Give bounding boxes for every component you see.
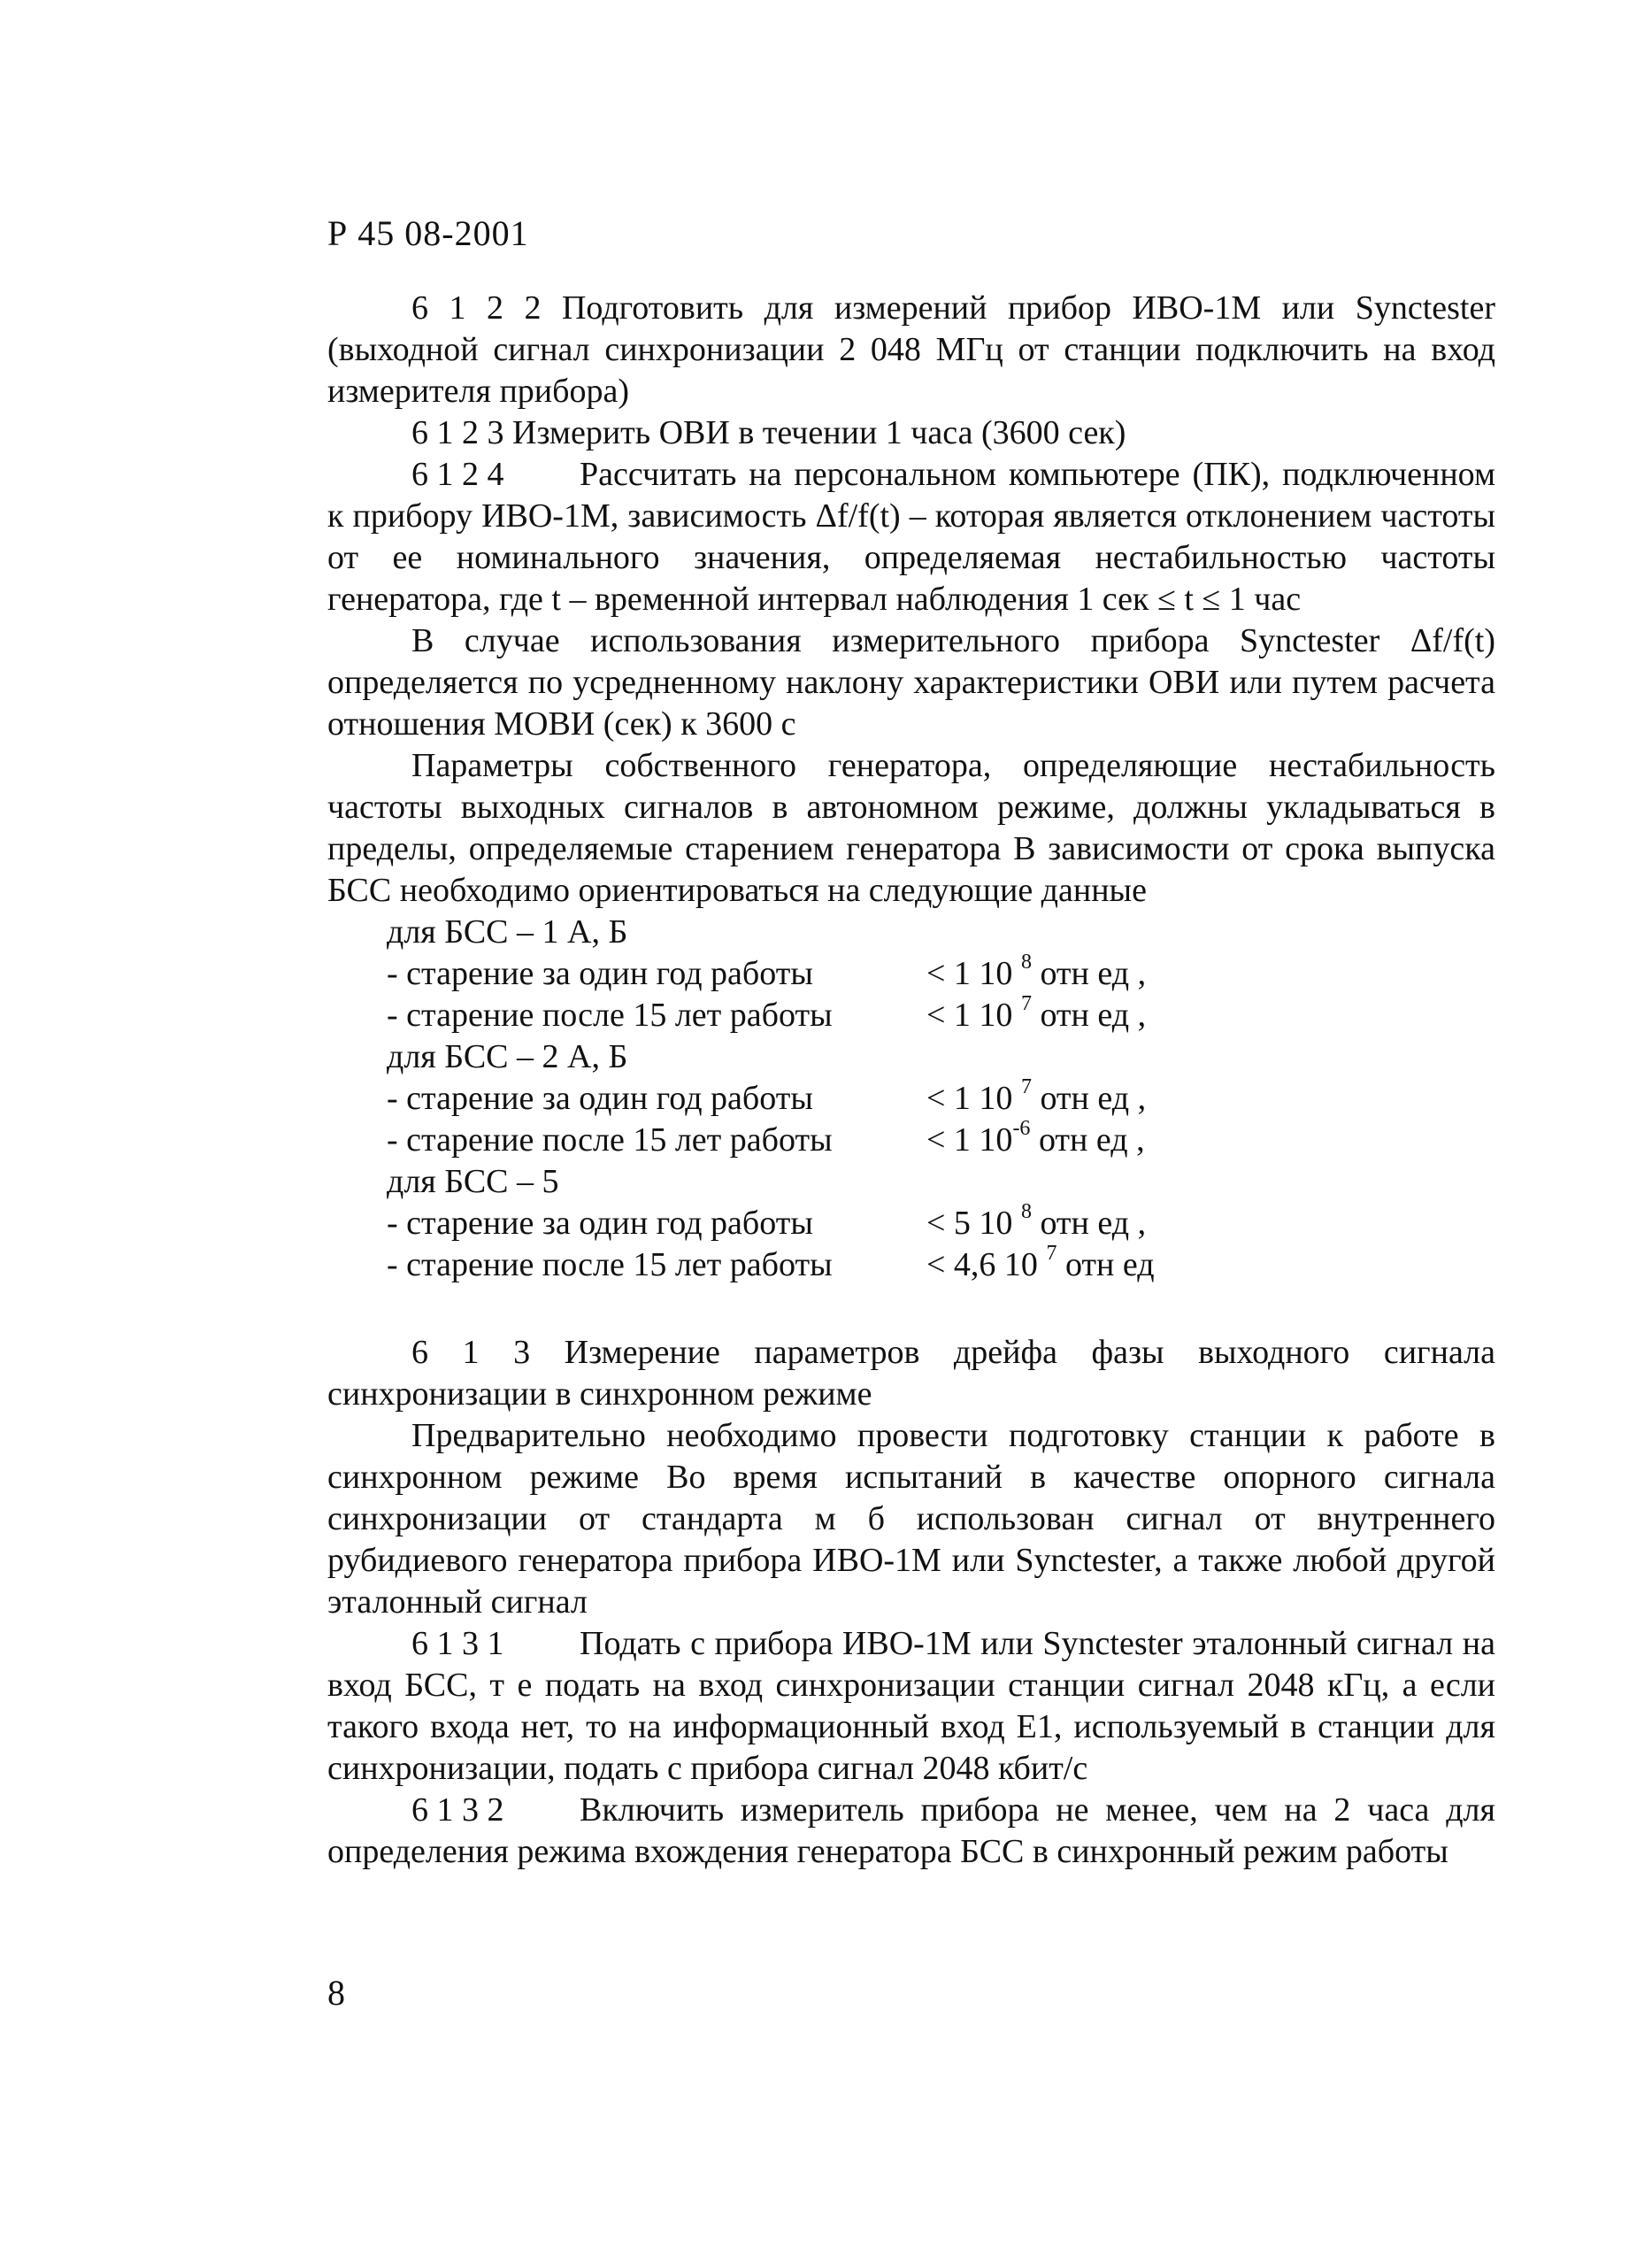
aging-label: - старение за один год работы [387,1080,813,1117]
aging-value: < 1 10 $^7$ отн ед , [926,992,1147,1034]
aging-list [387,912,1236,1286]
paragraph-preliminary: Предварительно необходимо провести подготовку станции к работе в синхронном режиме Во время испытаний в качестве опорного сигнала синхронизации от стандарта м б использован сигнал от внутреннего рубидиевого генератора прибора ИВО-1М или Synctester, а также любой другой эталонный сигнал [327,1417,1495,1621]
aging-label: - старение после 15 лет работы [387,1246,833,1283]
aging-row [387,953,1236,995]
clause-6-1-3 [327,1332,1495,1415]
paragraph-synctester: В случае использования измерительного прибора Synctester Δf/f(t) определяется по усредненному наклону характеристики ОВИ или путем расчета отношения МОВИ (сек) к 3600 с [327,622,1495,743]
clause-number: 6 1 2 2 [411,289,542,327]
aging-value: < 1 $10^{-6}$ отн ед , [926,1117,1145,1159]
clause-6-1-3-2 [327,1790,1495,1873]
aging-group-title: для БСС – 1 А, Б [387,913,628,951]
clause-text: Рассчитать на персональном компьютере (ПК), подключенном к прибору ИВО-1М, зависимость Δf/f(t) – которая является отклонением частоты от ее номинального значения, определяемая нестабильностью частоты генератора, где t – временной интервал наблюдения 1 сек ≤ t ≤ 1 час [327,456,1495,618]
aging-label: - старение за один год работы [387,955,813,992]
clause-text: Включить измеритель прибора не менее, чем на 2 часа для определения режима вхождения генератора БСС в синхронный режим работы [327,1791,1495,1870]
clause-6-1-3-1 [327,1623,1495,1790]
aging-row [387,1117,1236,1161]
paragraph-generator-params: Параметры собственного генератора, определяющие нестабильность частоты выходных сигналов в автономном режиме, должны укладываться в пределы, определяемые старением генератора В зависимости от срока выпуска БСС необходимо ориентироваться на следующие данные [327,747,1495,909]
aging-value: < 4,6 10 $^7$ отн ед [926,1242,1155,1283]
aging-row [387,1244,1236,1286]
clause-number: 6 1 3 2 [411,1791,504,1829]
aging-group-title: для БСС – 2 А, Б [387,1038,628,1075]
aging-value: < 5 10 $^8$ отн ед , [926,1200,1147,1242]
clause-number: 6 1 3 [411,1334,531,1371]
clause-text: Измерить ОВИ в течении 1 часа (3600 сек) [512,414,1126,451]
clause-number: 6 1 2 3 [411,414,504,451]
aging-value: < 1 10 $^7$ отн ед , [926,1075,1147,1117]
aging-label: - старение после 15 лет работы [387,997,833,1034]
clause-6-1-2-2 [327,288,1495,412]
document-body [327,288,1495,1873]
clause-text: Подать с прибора ИВО-1М или Synctester эталонный сигнал на вход БСС, т е подать на вход синхронизации станции сигнал 2048 кГц, а если такого входа нет, то на информационный вход Е1, используемый в станции для синхронизации, подать с прибора сигнал 2048 кбит/с [327,1625,1495,1787]
clause-6-1-2-4 [327,454,1495,620]
clause-6-1-2-3 [327,412,1495,454]
document-code: Р 45 08-2001 [327,213,529,253]
page-number: 8 [327,1973,345,2013]
clause-number: 6 1 2 4 [411,456,504,493]
aging-group-title: для БСС – 5 [387,1163,559,1200]
aging-row [387,1200,1236,1244]
aging-row [387,992,1236,1036]
aging-row [387,1075,1236,1120]
aging-value: < 1 10 $^8$ отн ед , [926,951,1147,992]
clause-text: Подготовить для измерений прибор ИВО-1М или Synctester (выходной сигнал синхронизации 2 048 МГц от станции подключить на вход измерителя прибора) [327,289,1496,410]
clause-number: 6 1 3 1 [411,1625,504,1662]
clause-text: Измерение параметров дрейфа фазы выходного сигнала синхронизации в синхронном режиме [327,1334,1495,1413]
section-gap [327,1286,1495,1332]
aging-label: - старение за один год работы [387,1205,813,1242]
aging-label: - старение после 15 лет работы [387,1121,833,1159]
